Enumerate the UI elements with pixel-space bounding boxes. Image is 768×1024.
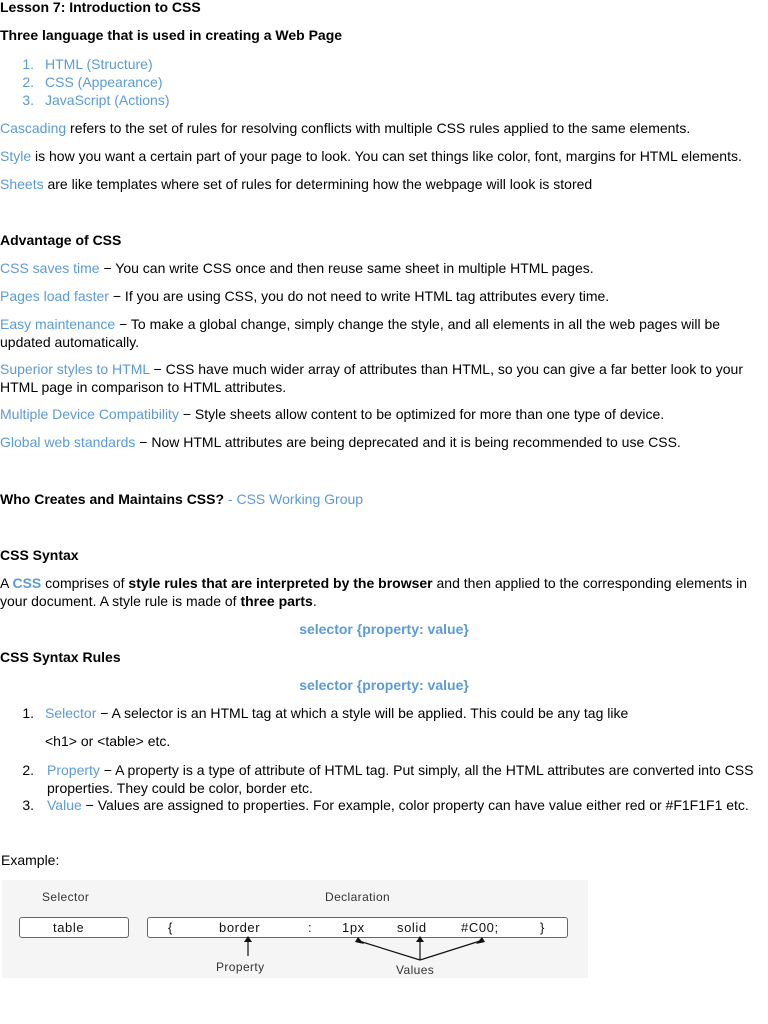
rule-number: 1. [22, 705, 34, 721]
definition-term: Cascading [0, 120, 67, 136]
advantage-text: − If you are using CSS, you do not need to write HTML tag attributes every time. [108, 288, 610, 304]
maintainer-line [0, 490, 768, 508]
definition-text: is how you want a certain part of your page to look. You can set things like color, font, margins for HTML elements. [31, 148, 742, 164]
advantage-heading: Advantage of CSS [0, 232, 122, 248]
figure-declaration-label: Declaration [325, 890, 391, 904]
advantage-item [0, 287, 768, 305]
syntax-text: . [312, 593, 317, 609]
syntax-text: comprises of [41, 575, 129, 591]
figure-values-label: Values [396, 963, 435, 977]
language-number: 1. [22, 56, 34, 72]
definition-style [0, 147, 768, 165]
syntax-css-term: CSS [12, 575, 42, 591]
syntax-heading: CSS Syntax [0, 547, 79, 563]
advantage-text: − Now HTML attributes are being deprecated and it is being recommended to use CSS. [135, 434, 681, 450]
rules-heading: CSS Syntax Rules [0, 649, 121, 665]
definition-text: refers to the set of rules for resolving conflicts with multiple CSS rules applied to the same elements. [66, 120, 691, 136]
rule-text: − A property is a type of attribute of HTML tag. Put simply, all the HTML attributes are converted into CSS properties. They could be color, border etc. [47, 762, 754, 796]
rule-term: Selector [45, 705, 97, 721]
advantage-term: Easy maintenance [0, 316, 116, 332]
rule-term: Value [47, 797, 82, 813]
lesson-title: Lesson 7: Introduction to CSS [0, 0, 201, 15]
advantage-text: − Style sheets allow content to be optimized for more than one type of device. [178, 406, 665, 422]
definition-sheets [0, 175, 768, 193]
figure-value-2: solid [397, 920, 427, 935]
figure-close-brace: } [540, 920, 545, 935]
language-label: HTML (Structure) [45, 56, 153, 72]
definition-text: are like templates where set of rules for determining how the webpage will look is stored [43, 176, 593, 192]
syntax-text: A [0, 575, 13, 591]
definition-cascading [0, 119, 768, 137]
advantage-term: Superior styles to HTML [0, 361, 150, 377]
rule-number: 2. [22, 762, 34, 778]
definition-term: Sheets [0, 176, 44, 192]
figure-selector-label: Selector [42, 890, 90, 904]
definition-term: Style [0, 148, 32, 164]
figure-arrows [2, 880, 588, 978]
rule-extra-text: <h1> or <table> etc. [45, 733, 171, 749]
languages-heading: Three language that is used in creating a Web Page [0, 27, 343, 43]
maintainer-answer: - CSS Working Group [224, 491, 364, 507]
figure-value-3: #C00; [461, 920, 499, 935]
advantage-term: CSS saves time [0, 260, 100, 276]
figure-colon: : [308, 920, 313, 935]
advantage-term: Global web standards [0, 434, 136, 450]
maintainer-question: Who Creates and Maintains CSS? [0, 491, 225, 507]
example-label: Example: [1, 852, 60, 868]
advantage-text: − CSS have much wider array of attributes than HTML, so you can give a far better look to your HTML page in comparison to HTML attributes. [0, 361, 743, 395]
syntax-formula: selector {property: value} [299, 621, 469, 637]
value-arrowhead-1 [355, 937, 364, 944]
value-arrowhead-3 [476, 937, 485, 944]
syntax-text: and then applied to the corresponding elements in your document. A style rule is made of [0, 575, 748, 609]
property-arrowhead [244, 936, 252, 942]
figure-open-brace: { [168, 920, 173, 935]
rule-text: − A selector is an HTML tag at which a style will be applied. This could be any tag like [96, 705, 629, 721]
figure-value-1: 1px [342, 920, 365, 935]
language-number: 3. [22, 92, 34, 108]
advantage-item [0, 315, 768, 351]
rule-term: Property [47, 762, 100, 778]
value-arrow-1 [359, 941, 420, 960]
rules-formula: selector {property: value} [299, 677, 469, 693]
syntax-bold-text: three parts [240, 593, 313, 609]
advantage-item [0, 259, 768, 277]
advantage-item [0, 405, 768, 423]
advantage-item [0, 433, 768, 451]
advantage-term: Multiple Device Compatibility [0, 406, 179, 422]
language-label: JavaScript (Actions) [45, 92, 170, 108]
rule-text: − Values are assigned to properties. For example, color property can have value either red or #F1F1F1 etc. [81, 797, 749, 813]
language-number: 2. [22, 74, 34, 90]
advantage-text: − You can write CSS once and then reuse same sheet in multiple HTML pages. [99, 260, 594, 276]
css-syntax-figure [2, 880, 588, 978]
rule-number: 3. [22, 797, 34, 813]
advantage-term: Pages load faster [0, 288, 109, 304]
figure-property: border [219, 920, 261, 935]
advantage-text: − To make a global change, simply change the style, and all elements in all the web pages will be updated automatically. [0, 316, 721, 350]
syntax-bold-text: style rules that are interpreted by the browser [128, 575, 433, 591]
value-arrow-3 [420, 941, 480, 960]
figure-selector-value: table [53, 920, 85, 935]
figure-property-label: Property [216, 960, 265, 974]
syntax-paragraph [0, 574, 768, 610]
value-arrowhead-2 [416, 936, 424, 942]
advantage-item [0, 360, 768, 396]
rule-item [0, 761, 768, 801]
language-label: CSS (Appearance) [45, 74, 163, 90]
